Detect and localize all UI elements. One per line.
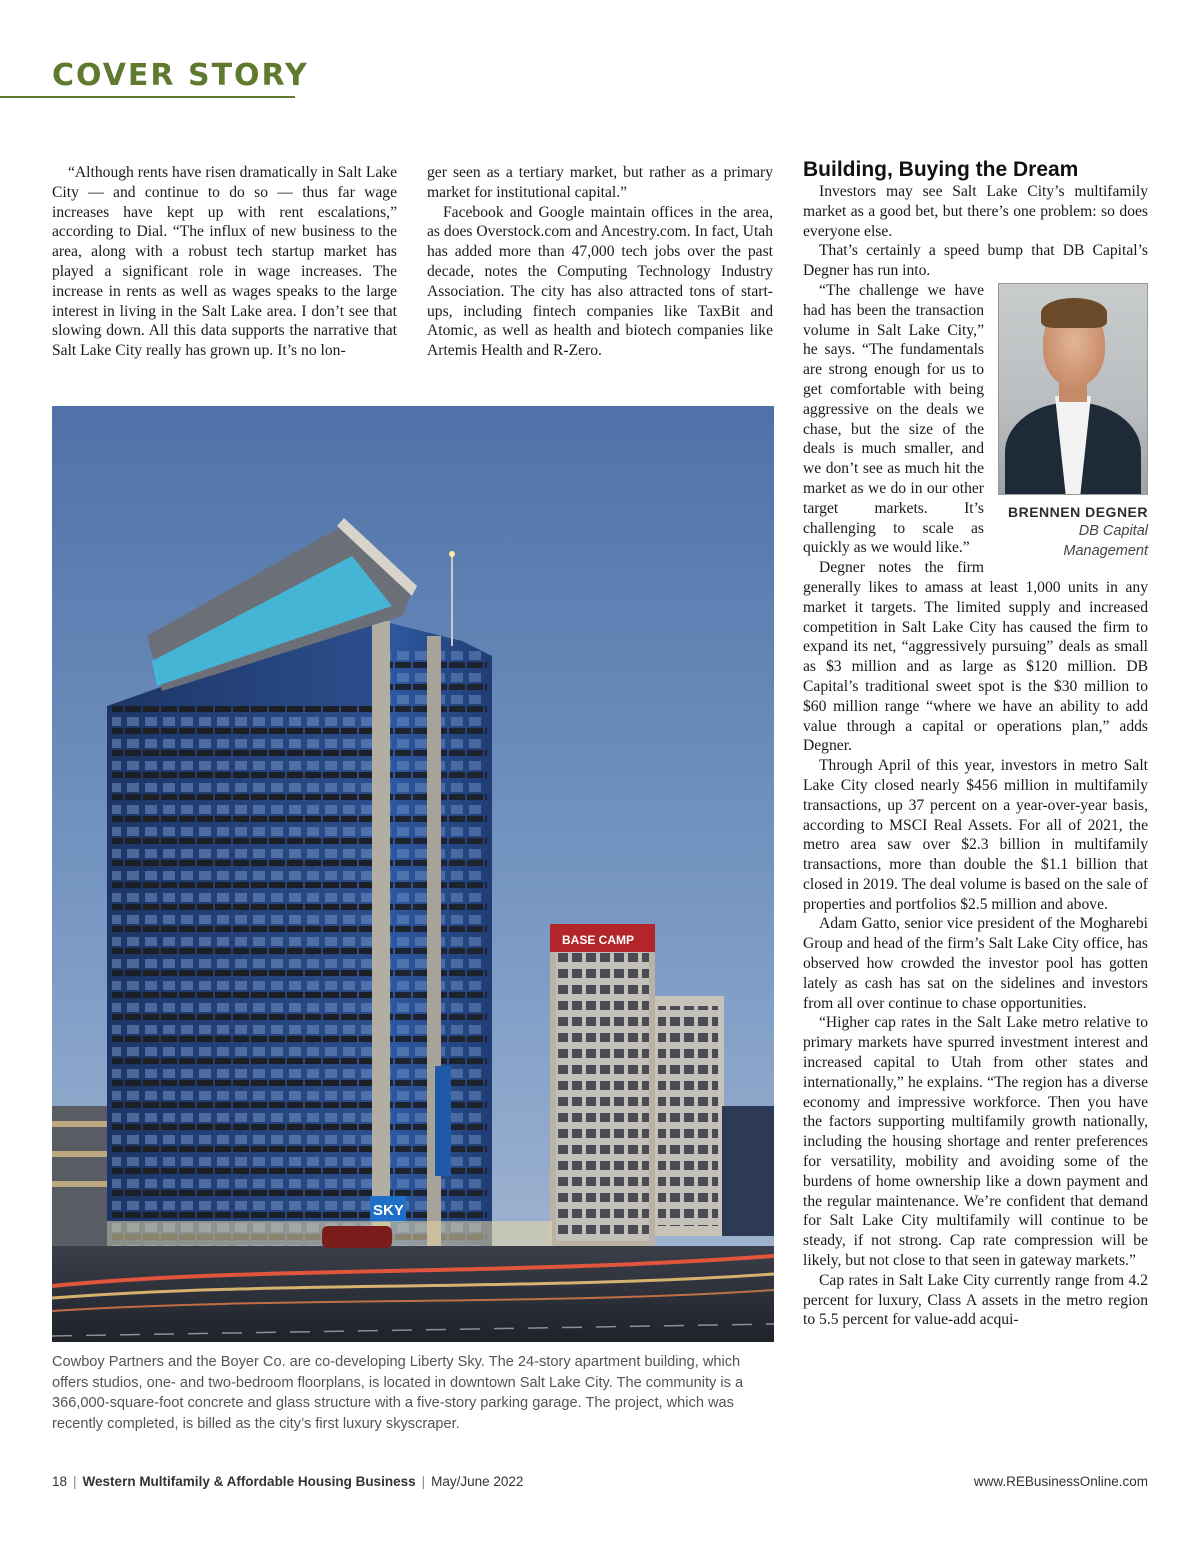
paragraph: ger seen as a tertiary market, but rather as a primary market for institutional capital.”: [427, 164, 773, 201]
website-link[interactable]: www.REBusinessOnline.com: [973, 1474, 1148, 1489]
section-tag: COVER STORY: [52, 58, 309, 93]
sign-text: SKY: [373, 1202, 404, 1219]
paragraph: Cap rates in Salt Lake City currently range from 4.2 percent for luxury, Class A assets in the metro region to 5.5 percent for value-add acqui-: [803, 1271, 1148, 1329]
banner-text: BASE CAMP: [562, 933, 635, 947]
subhead: Building, Buying the Dream: [803, 158, 1079, 181]
paragraph: Facebook and Google maintain offices in the area, as does Overstock.com and Ancestry.com. In fact, Utah has added more than 47,000 tech jobs over the past decade, notes the Computing Technology Industry Association. The city has also attracted tons of start-ups, including fintech companies like TaxBit and Atomic, as well as health and biotech companies like Artemis Health and R-Zero.: [427, 203, 773, 360]
article-column-3: [803, 158, 1148, 1330]
photo-caption: Cowboy Partners and the Boyer Co. are co-developing Liberty Sky. The 24-story apartment building, which offers studios, one- and two-bedroom floorplans, is located in downtown Salt Lake City. The community is a 366,000-square-foot concrete and glass structure with a five-story parking garage. The project, which was recently completed, is billed as the city’s first luxury skyscraper.: [52, 1354, 744, 1432]
footer-left: 18 | Western Multifamily & Affordable Housing Business | May/June 2022: [52, 1474, 524, 1489]
paragraph: “Higher cap rates in the Salt Lake metro relative to primary markets have spurred investment interest and increased capital to Utah from other states and internationally,” he explains. “The region has a diverse economy and impressive workforce. Then you have the factors supporting multifamily growth nationally, including the housing shortage and renter preferences for versatility, mobility and avoiding some of the burdens of home ownership like a down payment and the regular maintenance. We’re confident that demand for Salt Lake City multifamily will continue to be steady, if not strong. Cap rate compression will be likely, but not close to that seen in gateway markets.”: [803, 1014, 1148, 1270]
publication-name: Western Multifamily & Affordable Housing Business: [82, 1474, 416, 1489]
paragraph: Degner notes the firm generally likes to amass at least 1,000 units in any market it targets. The limited supply and increased competition in Salt Lake City has caused the firm to expand its net, “aggressively pursuing” deals as small as $3 million and as large as $120 million. DB Capital’s traditional sweet spot is the $30 million to $60 million range “where we have an ability to add value through a capital or operations plan,” adds Degner.: [803, 559, 1148, 755]
paragraph: Investors may see Salt Lake City’s multifamily market as a good bet, but there’s one problem: so does everyone else.: [803, 183, 1148, 240]
section-rule: [0, 96, 295, 98]
paragraph: Through April of this year, investors in metro Salt Lake City closed nearly $456 million in multifamily transactions, up 37 percent on a year-over-year basis, according to MSCI Real Assets. For all of 2021, the metro area saw over $2.3 billion in multifamily transactions, more than double the $1.1 billion that closed in 2019. The deal volume is based on the sale of properties and portfolios $2.5 million and above.: [803, 757, 1148, 913]
paragraph: “The challenge we have had has been the transaction volume in Salt Lake City,” he says. “The fundamentals are strong enough for us to get comfortable with being aggressive on the deals we chase, but the size of the deals is much smaller, and we don’t see as much hit the market as we do in our other target markets. It’s challenging to scale as quickly as we would like.”: [803, 281, 984, 557]
portrait-box: [998, 283, 1148, 561]
building-photo: [52, 406, 774, 1342]
paragraph: Adam Gatto, senior vice president of the Mogharebi Group and head of the firm’s Salt Lake City office, has observed how crowded the investor pool has gotten lately as cash has sat on the sidelines and investors from all over continue to chase opportunities.: [803, 915, 1148, 1012]
paragraph: That’s certainly a speed bump that DB Capital’s Degner has run into.: [803, 242, 1148, 280]
paragraph: “Although rents have risen dramatically in Salt Lake City — and continue to do so — thus far wage increases have kept up with rent escalations,” according to Dial. “The influx of new business to the area, along with a robust tech startup market has played a significant role in wage increases. The increase in rents as well as wages speaks to the large interest in living in the Salt Lake area. I don’t see that slowing down. All this data supports the narrative that Salt Lake City really has grown up. It’s no lon-: [52, 164, 397, 360]
article-column-2: [427, 163, 773, 361]
portrait-photo: [998, 283, 1148, 495]
portrait-title: DB Capital Management: [1063, 522, 1148, 559]
page-number: 18: [52, 1474, 68, 1489]
portrait-name: BRENNEN DEGNER: [1007, 503, 1148, 520]
issue-date: May/June 2022: [431, 1474, 524, 1489]
article-column-1: [52, 163, 397, 361]
